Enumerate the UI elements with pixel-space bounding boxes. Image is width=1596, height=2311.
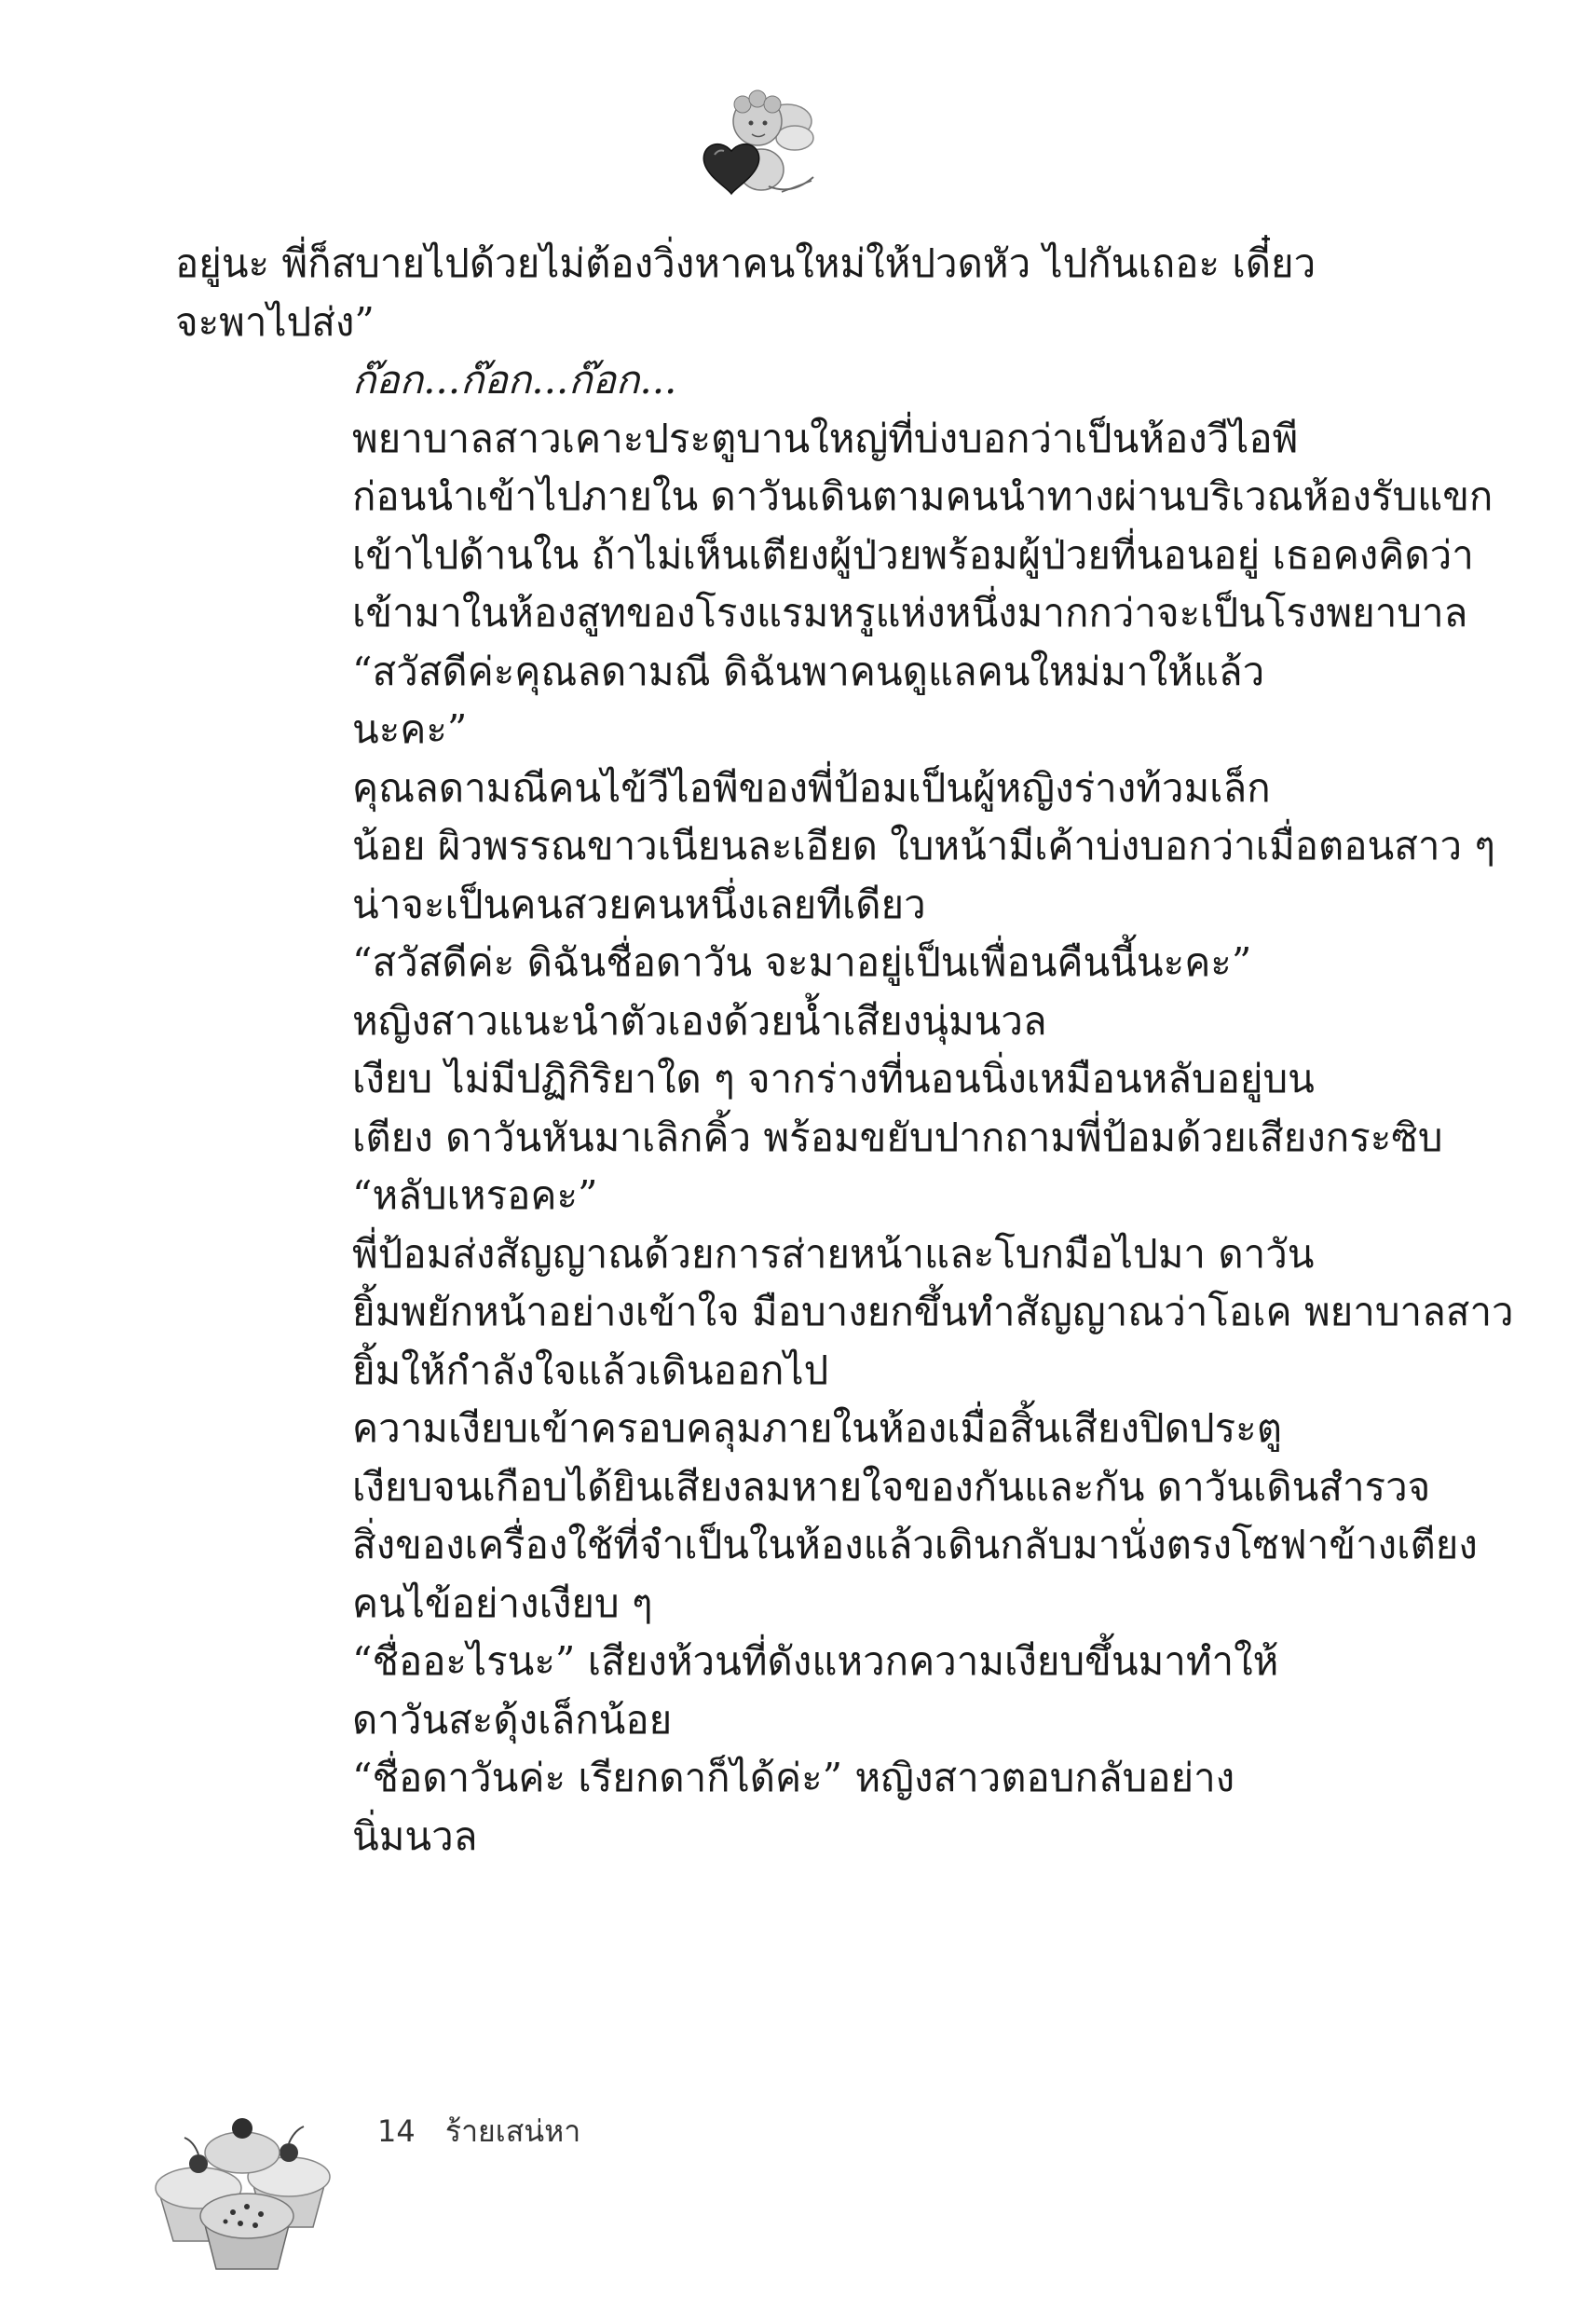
paragraph [175, 1167, 1386, 1225]
cupcakes-icon [149, 2087, 345, 2274]
text-line: ก๊อก...ก๊อก...ก๊อก... [352, 357, 677, 403]
text-line: เงียบ ไม่มีปฏิกิริยาใด ๆ จากร่างที่นอนนิ่งเหมือนหลับอยู่บน [352, 1056, 1315, 1101]
text-line: คุณลดามณีคนไข้วีไอพีของพี่ป้อมเป็นผู้หญิงร่างท้วมเล็ก [352, 764, 1271, 811]
paragraph [175, 1050, 1443, 1167]
text-line: เตียง ดาวันหันมาเลิกคิ้ว พร้อมขยับปากถามพี่ป้อมด้วยเสียงกระซิบ [352, 1114, 1443, 1160]
text-line: “ชื่อดาวันค่ะ เรียกดาก็ได้ค่ะ” หญิงสาวตอบกลับอย่าง [352, 1755, 1235, 1800]
text-line: เงียบจนเกือบได้ยินเสียงลมหายใจของกันและกัน ดาวันเดินสำรวจ [352, 1463, 1431, 1510]
text-line: ยิ้มให้กำลังใจแล้วเดินออกไป [352, 1347, 829, 1393]
text-line: “หลับเหรอคะ” [352, 1172, 598, 1218]
text-line: เข้ามาในห้องสูทของโรงแรมหรูแห่งหนึ่งมากกว่าจะเป็นโรงพยาบาล [352, 590, 1468, 636]
text-line: สิ่งของเครื่องใช้ที่จำเป็นในห้องแล้วเดินกลับมานั่งตรงโซฟาข้างเตียง [352, 1522, 1478, 1567]
paragraph [175, 992, 1386, 1051]
text-line: “สวัสดีค่ะคุณลดามณี ดิฉันพาคนดูแลคนใหม่มาให้แล้ว [352, 648, 1265, 694]
paragraph [175, 1633, 1386, 1749]
paragraph [175, 235, 1386, 351]
text-line: พี่ป้อมส่งสัญญาณด้วยการส่ายหน้าและโบกมือไปมา ดาวัน [352, 1230, 1315, 1277]
text-line: เข้าไปด้านใน ถ้าไม่เห็นเตียงผู้ป่วยพร้อมผู้ป่วยที่นอนอยู่ เธอคงคิดว่า [352, 531, 1474, 578]
text-line: พยาบาลสาวเคาะประตูบานใหญ่ที่บ่งบอกว่าเป็นห้องวีไอพี [352, 415, 1299, 461]
paragraph [175, 643, 1386, 759]
text-line: นิ่มนวล [352, 1812, 478, 1859]
text-line: หญิงสาวแนะนำตัวเองด้วยน้ำเสียงนุ่มนวล [352, 997, 1047, 1044]
page-number: 14 [377, 2113, 416, 2149]
cupid-with-heart-icon [685, 84, 825, 205]
page-footer [377, 2108, 580, 2155]
text-line: ยิ้มพยักหน้าอย่างเข้าใจ มือบางยกขึ้นทำสัญญาณว่าโอเค พยาบาลสาว [352, 1289, 1514, 1334]
paragraph [175, 1400, 1478, 1633]
book-title: ร้ายเสน่หา [444, 2113, 581, 2149]
text-line: ดาวันสะดุ้งเล็กน้อย [352, 1696, 673, 1743]
text-line: คนไข้อย่างเงียบ ๆ [352, 1579, 653, 1626]
text-line: ก่อนนำเข้าไปภายใน ดาวันเดินตามคนนำทางผ่านบริเวณห้องรับแขก [352, 473, 1494, 519]
text-line: “ชื่ออะไรนะ” เสียงห้วนที่ดังแหวกความเงียบขึ้นมาทำให้ [352, 1638, 1279, 1684]
text-line: ความเงียบเข้าครอบคลุมภายในห้องเมื่อสิ้นเสียงปิดประตู [352, 1405, 1283, 1451]
paragraph [175, 934, 1386, 992]
text-line: น่าจะเป็นคนสวยคนหนึ่งเลยทีเดียว [352, 881, 926, 927]
text-line: จะพาไปส่ง” [175, 298, 375, 345]
text-line: “สวัสดีค่ะ ดิฉันชื่อดาวัน จะมาอยู่เป็นเพื่อนคืนนี้นะคะ” [352, 939, 1252, 985]
paragraph [175, 410, 1494, 643]
story-body [175, 235, 1514, 1866]
text-line: น้อย ผิวพรรณขาวเนียนละเอียด ใบหน้ามีเค้าบ่งบอกว่าเมื่อตอนสาว ๆ [352, 823, 1495, 868]
paragraph [175, 351, 1386, 410]
paragraph [175, 1749, 1386, 1866]
paragraph [175, 759, 1495, 935]
text-line: นะคะ” [352, 706, 468, 752]
text-line: อยู่นะ พี่ก็สบายไปด้วยไม่ต้องวิ่งหาคนใหม่ให้ปวดหัว ไปกันเถอะ เดี๋ยว [175, 240, 1316, 286]
paragraph [175, 1225, 1514, 1401]
